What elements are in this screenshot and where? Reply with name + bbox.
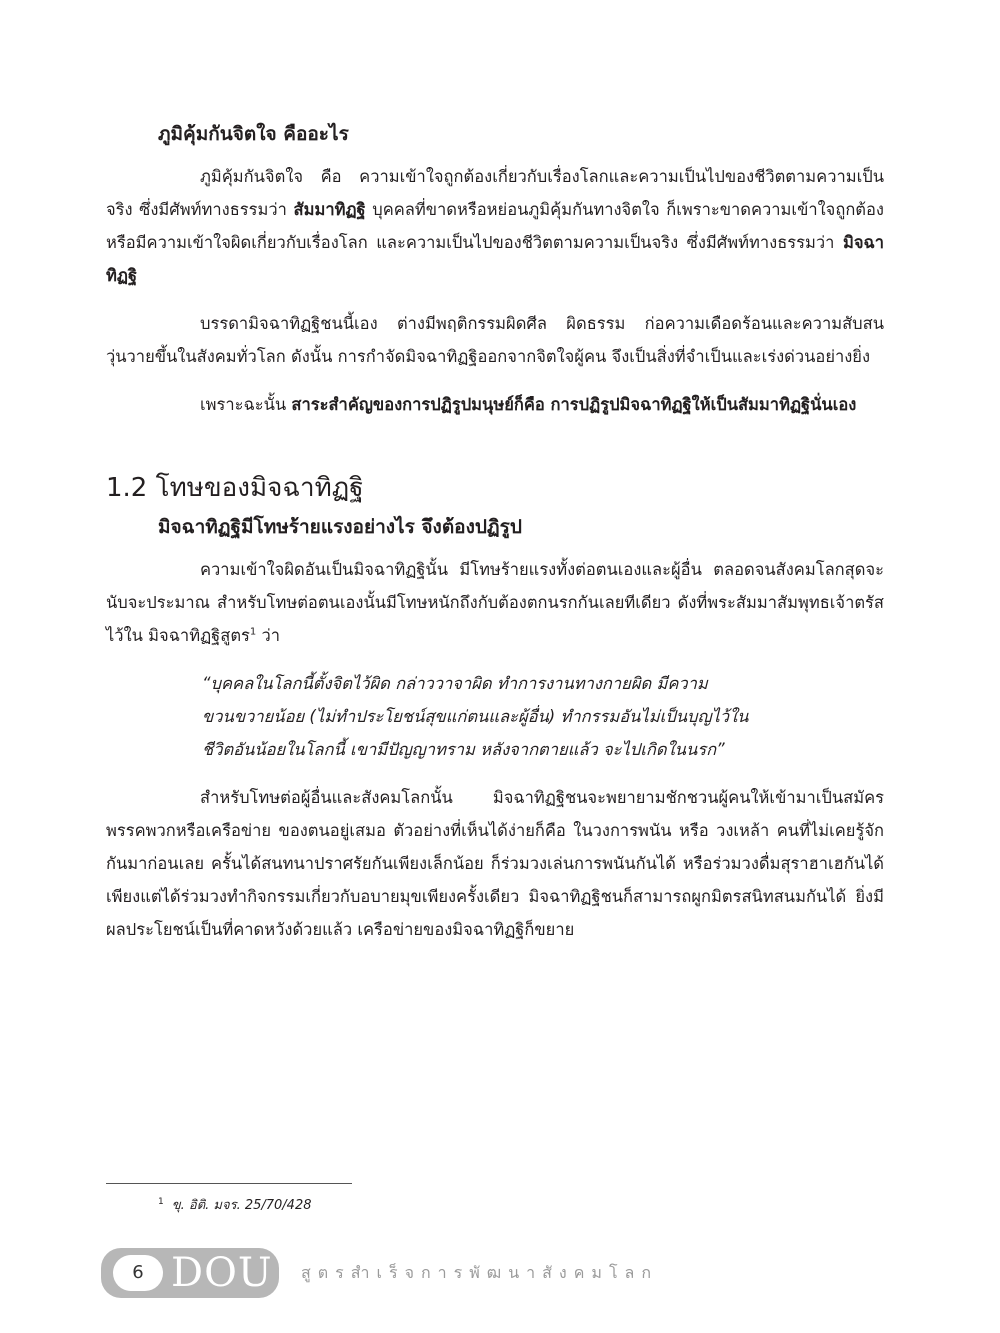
paragraph-4 <box>106 553 884 652</box>
term-sammaditthi: สัมมาทิฏฐิ <box>293 200 366 219</box>
paragraph-4-text-a: ความเข้าใจผิดอันเป็นมิจฉาทิฏฐินั้น มีโทษร้ายแรงทั้งต่อตนเองและผู้อื่น ตลอดจนสังคมโลกสุดจะนับจะประมาณ สำหรับโทษต่อตนเองนั้นมีโทษหนักถึงกับต้องตกนรกกันเลยทีเดียว ดังที่พระสัมมาสัมพุทธเจ้าตรัสไว้ใน มิจฉาทิฏฐิสูตร <box>106 560 884 645</box>
page-footer <box>101 1248 951 1298</box>
page-number: 6 <box>113 1255 163 1291</box>
paragraph-3-emphasis: สาระสำคัญของการปฏิรูปมนุษย์ก็คือ การปฏิรูปมิจฉาทิฏฐิให้เป็นสัมมาทิฏฐินั่นเอง <box>291 395 857 414</box>
footnote <box>158 1194 312 1215</box>
paragraph-1 <box>106 160 884 292</box>
scripture-quote <box>202 667 776 766</box>
section-title: 1.2 โทษของมิจฉาทิฏฐิ <box>106 473 364 503</box>
footnote-divider <box>106 1183 352 1184</box>
paragraph-5: สำหรับโทษต่อผู้อื่นและสังคมโลกนั้น มิจฉาทิฏฐิชนจะพยายามชักชวนผู้คนให้เข้ามาเป็นสมัครพรรคพวกหรือเครือข่าย ของตนอยู่เสมอ ตัวอย่างที่เห็นได้ง่ายก็คือ ในวงการพนัน หรือ วงเหล้า คนที่ไม่เคยรู้จักกันมาก่อนเลย ครั้นได้สนทนาปราศรัยกันเพียงเล็กน้อย ก็ร่วมวงเล่นการพนันกันได้ หรือร่วมวงดื่มสุราฮาเฮกันได้ เพียงแต่ได้ร่วมวงทำกิจกรรมเกี่ยวกับอบายมุขเพียงครั้งเดียว มิจฉาทิฏฐิชนก็สามารถผูกมิตรสนิทสนมกันได้ ยิ่งมีผลประโยชน์เป็นที่คาดหวังด้วยแล้ว เครือข่ายของมิจฉาทิฏฐิก็ขยาย <box>106 788 884 939</box>
paragraph-3-text-a: เพราะฉะนั้น <box>200 395 292 414</box>
paragraph-1-text-a: ภูมิคุ้มกันจิตใจ คือ ความเข้าใจถูกต้องเกี่ยวกับเรื่องโลกและความเป็นไปของชีวิตตามความเป็นจริง ซึ่งมีศัพท์ทางธรรมว่า <box>106 167 884 219</box>
quote-text: “บุคคลในโลกนี้ตั้งจิตไว้ผิด กล่าววาจาผิด ทำการงานทางกายผิด มีความขวนขวายน้อย (ไม่ทำประโยชน์สุขแก่ตนและผู้อื่น) ทำกรรมอันไม่เป็นบุญไว้ในชีวิตอันน้อยในโลกนี้ เขามีปัญญาทราม หลังจากตายแล้ว จะไปเกิดในนรก” <box>202 674 749 759</box>
book-title: สูตรสำเร็จการพัฒนาสังคมโลก <box>301 1263 659 1282</box>
paragraph-2: บรรดามิจฉาทิฏฐิชนนี้เอง ต่างมีพฤติกรรมผิดศีล ผิดธรรม ก่อความเดือดร้อนและความสับสนวุ่นวายขึ้นในสังคมทั่วโลก ดังนั้น การกำจัดมิจฉาทิฏฐิออกจากจิตใจผู้คน จึงเป็นสิ่งที่จำเป็นและเร่งด่วนอย่างยิ่ง <box>106 314 884 366</box>
footnote-reference[interactable]: 1 <box>249 626 257 638</box>
paragraph-1-text-c: บุคคลที่ขาดหรือหย่อนภูมิคุ้มกันทางจิตใจ ก็เพราะขาดความเข้าใจถูกต้องหรือมีความเข้าใจผิดเกี่ยวกับเรื่องโลก และความเป็นไปของชีวิตตามความเป็นจริง ซึ่งมีศัพท์ทางธรรมว่า <box>106 200 884 252</box>
term-micchaditthi: มิจฉาทิฏฐิ <box>106 233 884 285</box>
footnote-marker: 1 <box>158 1196 164 1207</box>
paragraph-3 <box>106 388 884 421</box>
paragraph-4-text-b: ว่า <box>256 626 281 645</box>
intro-heading: ภูมิคุ้มกันจิตใจ คืออะไร <box>158 123 349 145</box>
footnote-text: ขุ. อิติ. มจร. 25/70/428 <box>171 1198 312 1213</box>
sub-heading: มิจฉาทิฏฐิมีโทษร้ายแรงอย่างไร จึงต้องปฏิรูป <box>158 516 522 538</box>
page-body <box>106 118 884 961</box>
dou-logo: DOU <box>171 1250 273 1296</box>
footer-badge <box>101 1248 279 1298</box>
